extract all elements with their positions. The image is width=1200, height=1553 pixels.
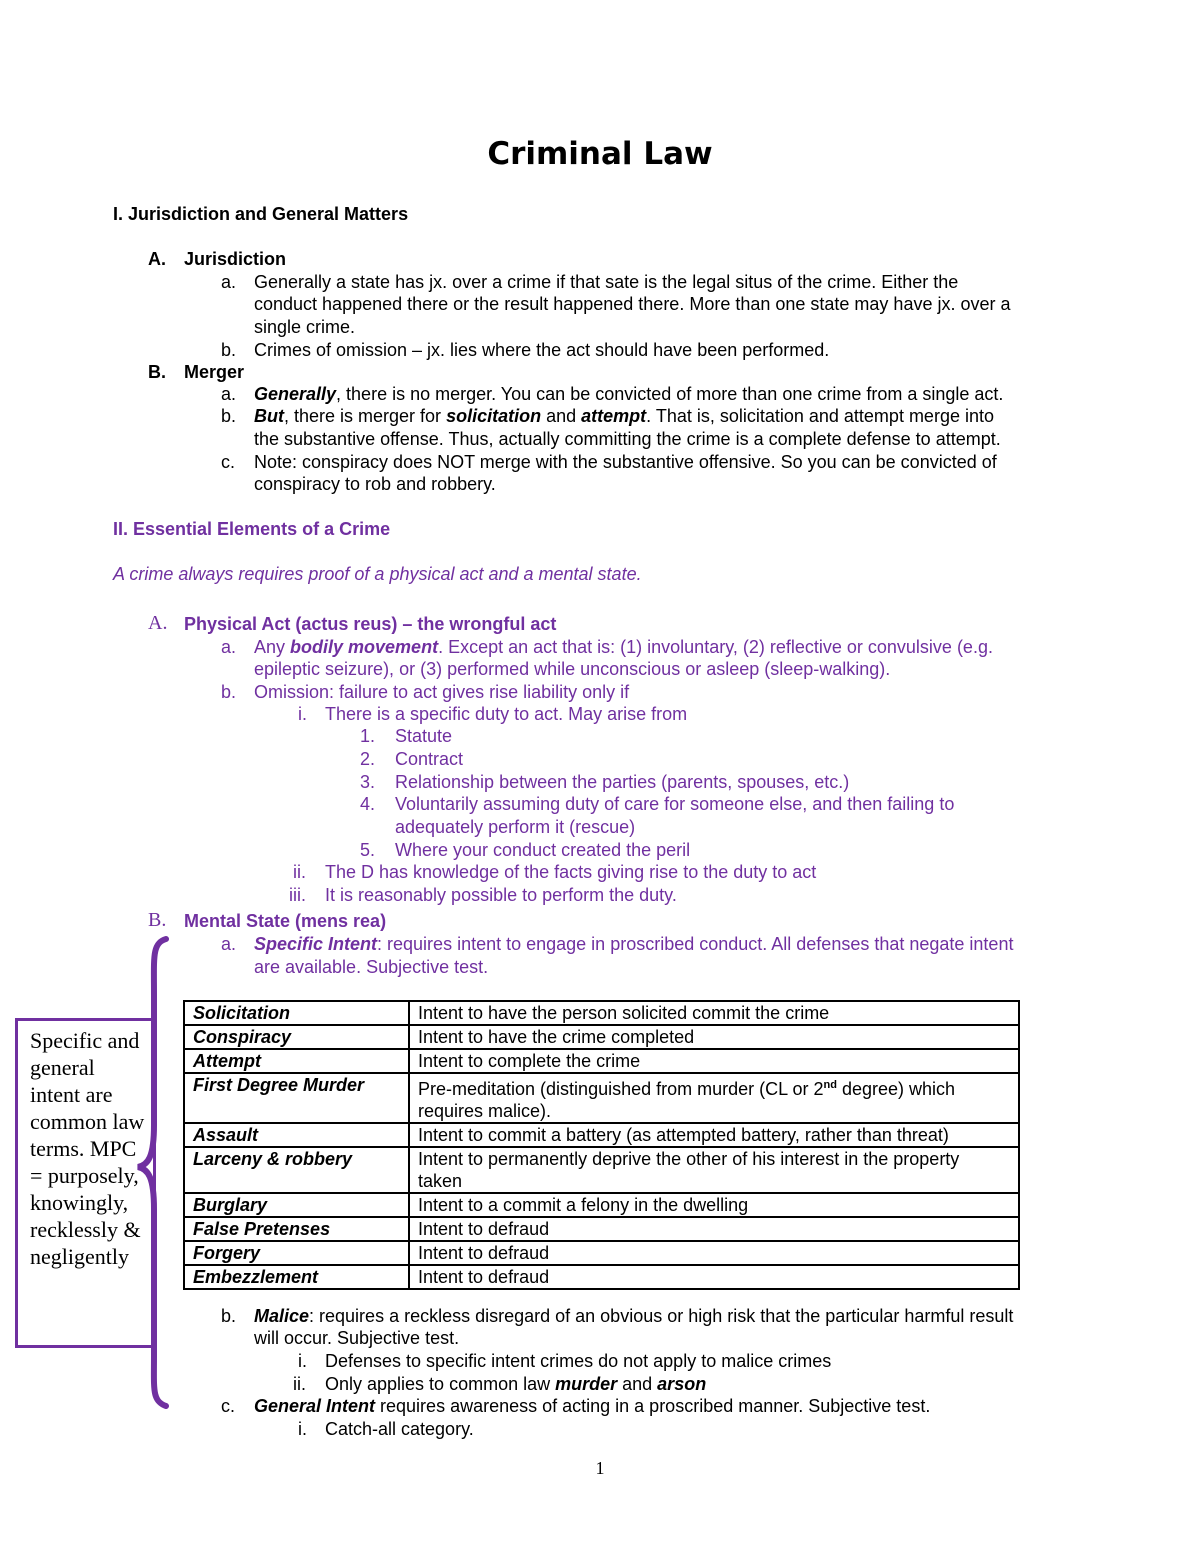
s2-B-c-marker: c. — [221, 1396, 236, 1416]
s1-A-a-line1: Generally a state has jx. over a crime if that sate is the legal situs of the crime. Either the — [254, 272, 959, 292]
s2-B-b-ii-line1 — [325, 1373, 706, 1395]
s2-A-b-iii-marker: iii. — [289, 885, 306, 905]
s1-B-b-em2: solicitation — [446, 406, 542, 426]
intent-cell — [409, 1073, 1019, 1123]
intent-cell: Intent to commit a battery (as attempted battery, rather than threat) — [409, 1123, 1019, 1147]
s1-A-marker: A. — [148, 249, 166, 269]
s1-B-marker: B. — [148, 362, 166, 382]
s2-B-a-t1: : requires intent to engage in proscribed conduct. All defenses that negate intent — [377, 934, 1014, 954]
s1-B-c-line1: Note: conspiracy does NOT merge with the substantive offensive. So you can be convicted of — [254, 452, 997, 472]
s2-B-b-i-marker: i. — [298, 1351, 307, 1371]
s1-A-b-line1: Crimes of omission – jx. lies where the act should have been performed. — [254, 340, 830, 360]
s2-B-c-i-line1: Catch-all category. — [325, 1419, 474, 1439]
s1-B-b-marker: b. — [221, 406, 237, 426]
crime-cell: First Degree Murder — [184, 1073, 409, 1123]
intent-cell: Intent to have the person solicited commit the crime — [409, 1001, 1019, 1025]
s2-B-b-t1: : requires a reckless disregard of an obvious or high risk that the particular harmful result — [309, 1306, 1014, 1326]
table-row — [184, 1123, 1019, 1147]
s1-B-b-em3: attempt — [581, 406, 647, 426]
crime-cell: Solicitation — [184, 1001, 409, 1025]
s2-A-b-iii-line1: It is reasonably possible to perform the duty. — [325, 885, 677, 905]
s2-B-b-ii-t1: Only applies to common law — [325, 1374, 556, 1394]
s1-B-c-line2: conspiracy to rob and robbery. — [254, 474, 496, 494]
sidebar-note-text: Specific and general intent are common law terms. MPC = purposely, knowingly, recklessly & negligently — [30, 1028, 145, 1269]
crime-cell: False Pretenses — [184, 1217, 409, 1241]
s2-B-c-t1: requires awareness of acting in a proscribed manner. Subjective test. — [375, 1396, 931, 1416]
s2-B-marker: B. — [148, 909, 167, 931]
intent-cell — [409, 1147, 1019, 1193]
s2-A-marker: A. — [148, 612, 168, 634]
s1-B-b-em1: But — [254, 406, 284, 426]
s1-A-a-line3: single crime. — [254, 317, 356, 337]
intent-text-c: requires malice). — [418, 1101, 552, 1121]
intent-text-a: Intent to permanently deprive the other of his interest in the property — [418, 1149, 960, 1169]
intent-text-b: degree) which — [836, 1079, 956, 1099]
section-1-heading: I. Jurisdiction and General Matters — [113, 204, 409, 224]
s2-B-c-line1 — [254, 1395, 930, 1417]
intent-text-a: Pre-meditation (distinguished from murder (CL or 2 — [418, 1079, 824, 1099]
table-row — [184, 1049, 1019, 1073]
s2-B-b-marker: b. — [221, 1306, 237, 1326]
s2-A-b-ii-line1: The D has knowledge of the facts giving rise to the duty to act — [325, 862, 817, 882]
duty-5-text: Where your conduct created the peril — [395, 840, 691, 860]
s2-B-a-marker: a. — [221, 934, 237, 954]
table-row — [184, 1241, 1019, 1265]
duty-1-text: Statute — [395, 726, 453, 746]
s1-B-c-marker: c. — [221, 452, 236, 472]
s2-A-a-emphasis: bodily movement — [290, 637, 439, 657]
s2-B-b-ii-marker: ii. — [293, 1374, 306, 1394]
table-row — [184, 1217, 1019, 1241]
intent-cell: Intent to complete the crime — [409, 1049, 1019, 1073]
s1-B-heading: Merger — [184, 362, 245, 382]
table-row — [184, 1265, 1019, 1289]
s2-A-b-i-line1: There is a specific duty to act. May arise from — [325, 704, 688, 724]
crime-cell: Conspiracy — [184, 1025, 409, 1049]
s1-B-a-emphasis: Generally — [254, 384, 337, 404]
s2-B-heading: Mental State (mens rea) — [184, 911, 387, 931]
s2-B-c-emphasis: General Intent — [254, 1396, 376, 1416]
crime-cell: Assault — [184, 1123, 409, 1147]
s2-B-a-line2: are available. Subjective test. — [254, 957, 489, 977]
s1-B-b-t3: . That is, solicitation and attempt merge into — [646, 406, 994, 426]
s2-B-c-i-marker: i. — [298, 1419, 307, 1439]
s2-A-a-t2: . Except an act that is: (1) involuntary, (2) reflective or convulsive (e.g. — [438, 637, 993, 657]
duty-1-marker: 1. — [360, 726, 376, 746]
specific-intent-table — [183, 1000, 1020, 1290]
s2-A-b-ii-marker: ii. — [293, 862, 306, 882]
duty-3-text: Relationship between the parties (parents, spouses, etc.) — [395, 772, 850, 792]
s2-B-b-ii-em1: murder — [555, 1374, 618, 1394]
duty-4-text: Voluntarily assuming duty of care for someone else, and then failing to — [395, 794, 955, 814]
s2-A-b-marker: b. — [221, 682, 237, 702]
s2-B-b-ii-t2: and — [617, 1374, 658, 1394]
table-row — [184, 1025, 1019, 1049]
s1-A-b-marker: b. — [221, 340, 237, 360]
duty-5-marker: 5. — [360, 840, 376, 860]
duty-3-marker: 3. — [360, 772, 376, 792]
intent-cell: Intent to have the crime completed — [409, 1025, 1019, 1049]
crime-cell: Burglary — [184, 1193, 409, 1217]
s1-A-heading: Jurisdiction — [184, 249, 287, 269]
duty-2-marker: 2. — [360, 749, 376, 769]
s2-A-a-t1: Any — [254, 637, 291, 657]
intent-cell: Intent to defraud — [409, 1265, 1019, 1289]
crime-cell: Embezzlement — [184, 1265, 409, 1289]
duty-4-text-cont: adequately perform it (rescue) — [395, 817, 636, 837]
s1-B-a-marker: a. — [221, 384, 237, 404]
s2-B-b-ii-em2: arson — [657, 1374, 707, 1394]
s1-B-a-line1 — [254, 383, 1003, 405]
s1-A-a-marker: a. — [221, 272, 237, 292]
table-row — [184, 1193, 1019, 1217]
s1-B-a-text: , there is no merger. You can be convicted of more than one crime from a single act. — [336, 384, 1004, 404]
table-row — [184, 1073, 1019, 1123]
section-2-intro: A crime always requires proof of a physical act and a mental state. — [113, 564, 642, 584]
s2-A-b-line1: Omission: failure to act gives rise liability only if — [254, 682, 630, 702]
s2-B-b-emphasis: Malice — [254, 1306, 310, 1326]
s2-A-a-line2: epileptic seizure), or (3) performed while unconscious or asleep (sleep-walking). — [254, 659, 891, 679]
crime-cell: Larceny & robbery — [184, 1147, 409, 1193]
s2-A-heading: Physical Act (actus reus) – the wrongful act — [184, 614, 557, 634]
s2-A-a-marker: a. — [221, 637, 237, 657]
page-number: 1 — [595, 1458, 605, 1478]
intent-cell: Intent to defraud — [409, 1241, 1019, 1265]
crime-cell: Forgery — [184, 1241, 409, 1265]
s1-B-b-line1 — [254, 405, 994, 427]
s1-B-b-line2: the substantive offense. Thus, actually committing the crime is a complete defense to attempt. — [254, 429, 1001, 449]
s2-B-b-line1 — [254, 1305, 1013, 1327]
s2-B-a-emphasis: Specific Intent — [254, 934, 378, 954]
s1-A-a-line2: conduct happened there or the result happened there. More than one state may have jx. over a — [254, 294, 1011, 314]
s1-B-b-t2: and — [541, 406, 582, 426]
s2-B-a-line1 — [254, 933, 1013, 955]
crime-cell: Attempt — [184, 1049, 409, 1073]
section-2-heading: II. Essential Elements of a Crime — [113, 519, 391, 539]
intent-cell: Intent to a commit a felony in the dwelling — [409, 1193, 1019, 1217]
duty-2-text: Contract — [395, 749, 464, 769]
s2-B-b-i-line1: Defenses to specific intent crimes do not apply to malice crimes — [325, 1351, 832, 1371]
document-title: Criminal Law — [487, 136, 713, 172]
s2-A-a-line1 — [254, 636, 993, 658]
s2-A-b-i-marker: i. — [298, 704, 307, 724]
ordinal-suffix: nd — [823, 1079, 837, 1091]
intent-cell: Intent to defraud — [409, 1217, 1019, 1241]
duty-4-marker: 4. — [360, 794, 376, 814]
table-row — [184, 1147, 1019, 1193]
s1-B-b-t1: , there is merger for — [284, 406, 447, 426]
table-row — [184, 1001, 1019, 1025]
curly-brace-icon — [134, 935, 174, 1410]
s2-B-b-line2: will occur. Subjective test. — [254, 1328, 460, 1348]
intent-text-b: taken — [418, 1171, 463, 1191]
